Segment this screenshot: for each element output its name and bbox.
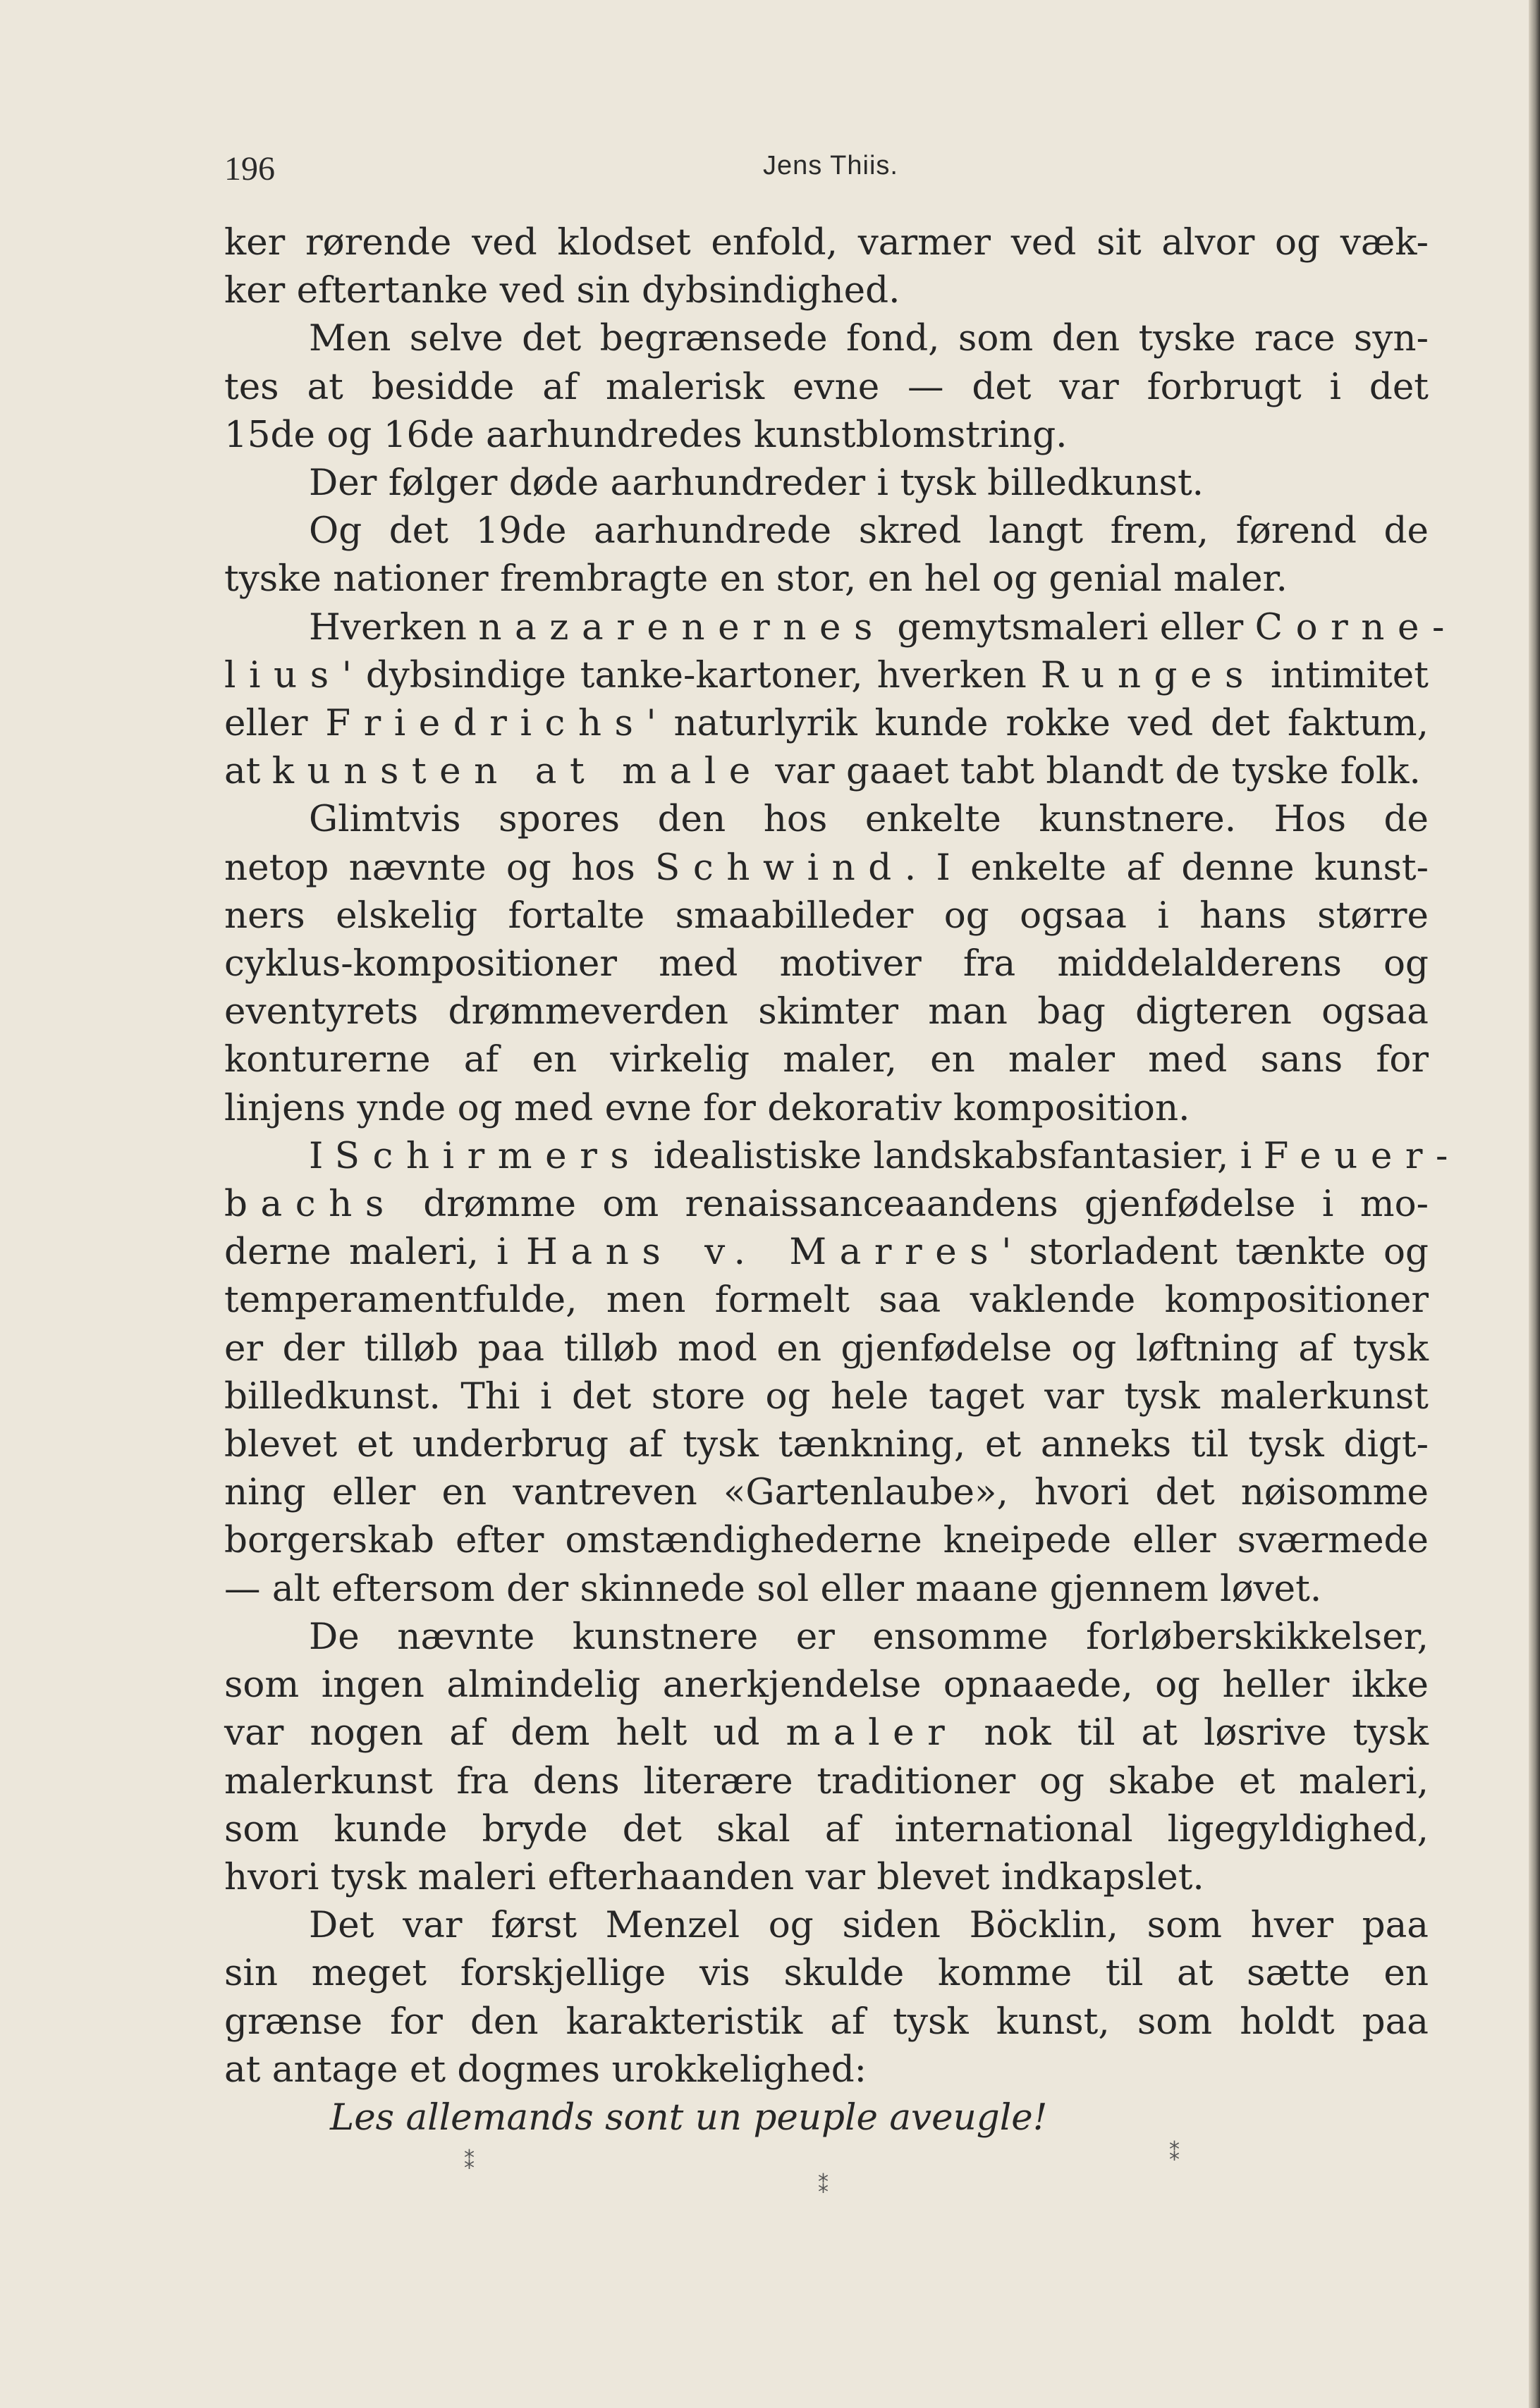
text-line: grænse for den karakteristik af tysk kunst, som holdt paa [224,2000,1429,2043]
text-line: er der tilløb paa tilløb mod en gjenfødelse og løftning af tysk [224,1327,1429,1370]
text-line: som kunde bryde det skal af international ligegyldighed, [224,1807,1429,1850]
text-line: Det var først Menzel og siden Böcklin, som hver paa [309,1904,1429,1947]
text-line: netop nævnte og hos Schwind. I enkelte af denne kunst- [224,846,1429,889]
text-line: ning eller en vantreven «Gartenlaube», hvori det nøisomme [224,1471,1429,1514]
spaced-name: Feuer- [1263,1134,1461,1177]
paragraph-1 [224,219,1429,314]
text-line: ker rørende ved klodset enfold, varmer ved sit alvor og væk- [224,221,1429,264]
text-line: at kunsten at male var gaaet tabt blandt de tyske folk. [224,750,1421,793]
paragraph-3 [224,459,1429,507]
spaced-phrase: kunsten at male [271,750,764,793]
text-line: bachs drømme om renaissanceaandens gjenfødelse i mo- [224,1183,1429,1226]
text-line: sin meget forskjellige vis skulde komme til at sætte en [224,1952,1429,1995]
text-line: ners elskelig fortalte smaabilleder og ogsaa i hans større [224,894,1429,937]
text-line: — alt eftersom der skinnede sol eller maane gjennem løvet. [224,1567,1322,1610]
spaced-name: lius [224,653,342,696]
page-edge-shadow [1529,0,1540,2408]
spaced-name: Runges [1040,653,1257,696]
text-line: De nævnte kunstnere er ensomme forløberskikkelser, [309,1615,1429,1658]
text-line: lius' dybsindige tanke-kartoner, hverken Runges intimitet [224,653,1429,696]
text-line: Og det 19de aarhundrede skred langt frem, førend de [309,510,1429,553]
text-line: eller Friedrichs' naturlyrik kunde rokke ved det faktum, [224,702,1429,745]
asterism-mark: ⁑ [1169,2142,1180,2166]
spaced-name: Schirmers [334,1134,642,1177]
text-line: konturerne af en virkelig maler, en maler med sans for [224,1038,1429,1081]
text-line: temperamentfulde, men formelt saa vaklende kompositioner [224,1279,1429,1322]
text-line: at antage et dogmes urokkelighed: [224,2048,867,2091]
text-line: malerkunst fra dens literære traditioner og skabe et maleri, [224,1759,1429,1802]
text-line: blevet et underbrug af tysk tænkning, et anneks til tysk digt- [224,1423,1429,1466]
spaced-name: Hans v. Marres [525,1231,1002,1274]
text-line: Glimtvis spores den hos enkelte kunstnere. Hos de [309,798,1429,841]
text-line: eventyrets drømmeverden skimter man bag digteren ogsaa [224,990,1429,1033]
section-divider [224,2142,1429,2242]
page-number: 196 [224,150,275,188]
asterism-mark: ⁑ [464,2150,475,2175]
text-line: som ingen almindelig anerkjendelse opnaaede, og heller ikke [224,1664,1429,1707]
text-line: Men selve det begrænsede fond, som den tyske race syn- [309,317,1429,360]
paragraph-8 [224,1613,1429,1901]
paragraph-4 [224,507,1429,603]
text-line: tyske nationer frembragte en stor, en hel og genial maler. [224,558,1288,601]
asterism-mark: ⁑ [818,2174,829,2199]
running-head [224,149,1437,199]
spaced-name: Schwind [655,846,905,889]
spaced-name: Corne- [1254,606,1458,649]
paragraph-9 [224,1901,1429,2094]
paragraph-7 [224,1132,1461,1613]
text-line: borgerskab efter omstændighederne kneipede eller sværmede [224,1519,1429,1562]
spaced-name: nazarenernes [478,606,886,649]
text-line: billedkunst. Thi i det store og hele taget var tysk malerkunst [224,1375,1429,1418]
text-line: derne maleri, i Hans v. Marres' storladent tænkte og [224,1231,1429,1274]
text-line: tes at besidde af malerisk evne — det var forbrugt i det [224,365,1429,408]
spaced-word: maler [786,1712,958,1755]
text-line: 15de og 16de aarhundredes kunstblomstring. [224,413,1068,456]
text-line: hvori tysk maleri efterhaanden var blevet indkapslet. [224,1855,1204,1898]
text-line: Hverken nazarenernes gemytsmaleri eller Corne- [309,606,1458,649]
text-line: Der følger døde aarhundreder i tysk billedkunst. [309,462,1204,505]
french-quote: Les allemands sont un peuple aveugle! [330,2096,1048,2139]
spaced-name: bachs [224,1183,397,1226]
running-head-author: Jens Thiis. [763,151,898,180]
body-text [224,219,1461,2142]
text-line: var nogen af dem helt ud maler nok til at løsrive tysk [224,1712,1429,1755]
text-line: ker eftertanke ved sin dybsindighed. [224,269,900,312]
paragraph-5 [224,603,1458,796]
paragraph-6 [224,795,1429,1131]
spaced-name: Friedrichs [325,702,647,745]
paragraph-2 [224,314,1429,459]
text-line: cyklus-kompositioner med motiver fra middelalderens og [224,942,1429,985]
text-line: linjens ynde og med evne for dekorativ komposition. [224,1086,1190,1129]
text-line: I Schirmers idealistiske landskabsfantasier, i Feuer- [309,1134,1461,1177]
